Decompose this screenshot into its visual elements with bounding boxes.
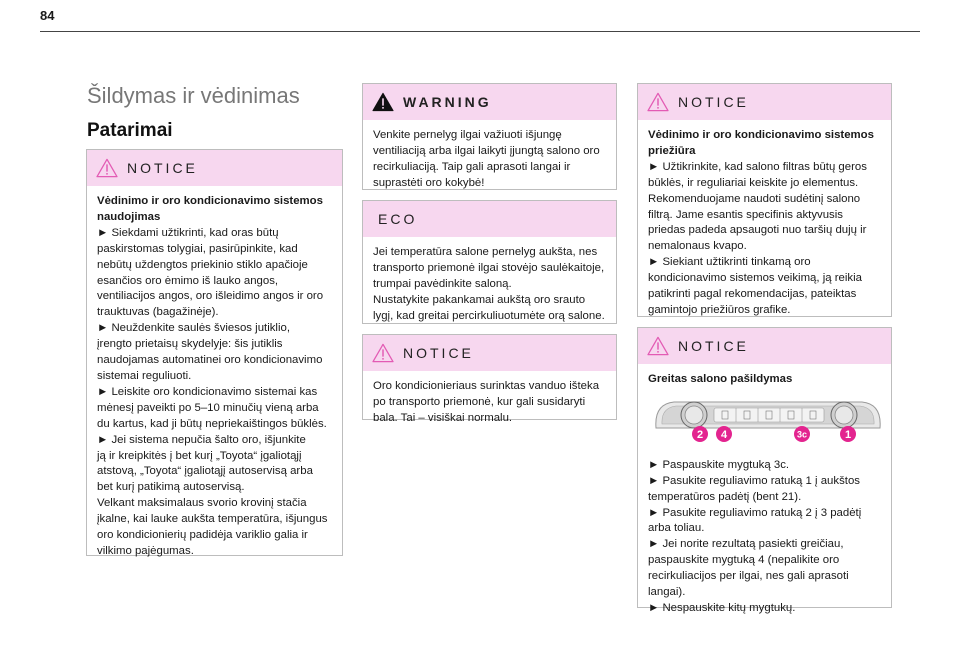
callout-label: 2 bbox=[696, 428, 704, 441]
section-title: Patarimai bbox=[87, 120, 173, 141]
notice-label: NOTICE bbox=[678, 94, 749, 110]
line: ► Siekiant užtikrinti tinkamą oro bbox=[648, 256, 811, 269]
line: Jei temperatūra salone pernelyg aukšta, nes bbox=[373, 246, 598, 258]
notice-heading: Vėdinimo ir oro kondicionavimo sistemos naudojimas bbox=[97, 195, 323, 223]
warning-label: WARNING bbox=[403, 94, 492, 110]
line: Oro kondicionieriaus surinktas vanduo išteka bbox=[373, 380, 600, 392]
line: ją ir kreipkitės į bet kurį „Toyota“ įgaliotąjį bbox=[97, 449, 302, 462]
line: priedas padeda apsaugoti nuo taršių dujų ir bbox=[648, 224, 867, 237]
eco-box bbox=[362, 200, 617, 324]
line: mėnesį paveikti po 5–10 minučių vieną arba bbox=[97, 401, 319, 414]
line: recirkuliacijos per ilgai, nes gali aprasoti bbox=[648, 570, 849, 583]
line: langai). bbox=[648, 586, 686, 599]
line: gamintojo priežiūros grafike. bbox=[648, 303, 791, 316]
callout-label: 4 bbox=[720, 428, 728, 441]
line: ► Siekdami užtikrinti, kad oras būtų bbox=[97, 226, 279, 239]
line: vilkimo pajėgumas. bbox=[97, 544, 194, 557]
warning-triangle-icon bbox=[372, 343, 394, 363]
line: nebūtų uždengtos priekinio stiklo apačioje bbox=[97, 258, 308, 271]
line: trauktuvas (bagažinėje). bbox=[97, 306, 219, 319]
callout-badge-4 bbox=[716, 426, 732, 442]
line: ► Pasukite reguliavimo ratuką 1 į aukštos bbox=[648, 474, 860, 487]
line: ventiliaciją arba ilgai laikyti įjungtą salono oro bbox=[373, 144, 600, 157]
line: patikrinti pagal rekomendacijas, pateiktas bbox=[648, 288, 857, 301]
line: transporto priemonė ilgai stovėjo saulėkaitoje, bbox=[373, 261, 605, 274]
warning-body bbox=[363, 120, 616, 200]
line: nemalonaus kvapo. bbox=[648, 240, 747, 253]
line: Velkant maksimalaus svorio krovinį stačia bbox=[97, 497, 307, 510]
line: du kartus, kad ji būtų nepriekaištingos būklės. bbox=[97, 417, 327, 430]
callout-badge-3c bbox=[794, 426, 810, 442]
notice-heading: Greitas salono pašildymas bbox=[648, 373, 793, 385]
notice-label: NOTICE bbox=[678, 338, 749, 354]
line: paskirstomas tolygiai, pasirūpinkite, kad bbox=[97, 242, 298, 255]
eco-header bbox=[363, 201, 616, 237]
climate-panel-drawing bbox=[652, 394, 884, 444]
line: naudojamas automatinei oro kondicionavimo bbox=[97, 354, 323, 367]
line: atstovą, „Toyota“ įgaliotąjį autoservisą arba bbox=[97, 465, 313, 478]
warning-triangle-icon bbox=[96, 158, 118, 178]
warning-triangle-icon bbox=[647, 336, 669, 356]
notice-body bbox=[638, 364, 891, 625]
warning-triangle-icon bbox=[372, 92, 394, 112]
line: Venkite pernelyg ilgai važiuoti išjungę bbox=[373, 129, 562, 141]
line: trumpai pavėdinkite saloną. bbox=[373, 277, 512, 290]
line: ► Užtikrinkite, kad salono filtras būtų geros bbox=[648, 160, 867, 173]
line: būklės, ir reguliariai keiskite jo elementus. bbox=[648, 176, 859, 189]
warning-header bbox=[363, 84, 616, 120]
eco-body bbox=[363, 237, 616, 333]
line: Rekomenduojame naudoti sudėtinį salono bbox=[648, 192, 861, 205]
notice-heading: Vėdinimo ir oro kondicionavimo sistemos priežiūra bbox=[648, 129, 874, 157]
line: lygį, kad greitai percirkuliuotumėte orą salone. bbox=[373, 309, 605, 322]
notice-header bbox=[638, 328, 891, 364]
line: ► Jei sistema nepučia šalto oro, išjunkite bbox=[97, 433, 306, 446]
line: temperatūros padėtį (bent 21). bbox=[648, 490, 802, 503]
notice-header bbox=[638, 84, 891, 120]
notice-box-ventilation-use bbox=[86, 149, 343, 556]
line: ► Neuždenkite saulės šviesos jutiklio, bbox=[97, 322, 290, 335]
top-rule bbox=[40, 31, 920, 32]
line: kondicionavimo sistemos veikimą, ją reikia bbox=[648, 272, 862, 285]
line: ► Paspauskite mygtuką 3c. bbox=[648, 458, 790, 471]
warning-box bbox=[362, 83, 617, 190]
callout-badge-1 bbox=[840, 426, 856, 442]
notice-box-condensation bbox=[362, 334, 617, 424]
line: paspauskite mygtuką 4 (nepalikite oro bbox=[648, 554, 840, 567]
eco-label: ECO bbox=[378, 211, 418, 227]
line: recirkuliaciją. Taip gali aprasoti langai ir bbox=[373, 160, 571, 173]
line: ► Pasukite reguliavimo ratuką 2 į 3 padėtį bbox=[648, 506, 862, 519]
page-title: Šildymas ir vėdinimas bbox=[87, 83, 300, 108]
warning-triangle-icon bbox=[647, 92, 669, 112]
line: įrengto prietaisų skydelyje: šis jutiklis bbox=[97, 338, 283, 351]
notice-body bbox=[638, 120, 891, 327]
notice-label: NOTICE bbox=[403, 345, 474, 361]
line: ventiliacijos angos, oro išleidimo angos ir oro bbox=[97, 290, 324, 303]
line: ► Nespauskite kitų mygtukų. bbox=[648, 601, 796, 614]
line: oro kondicionierių padidėja variklio galia ir bbox=[97, 529, 308, 542]
notice-box-quick-heating bbox=[637, 327, 892, 614]
notice-label: NOTICE bbox=[127, 160, 198, 176]
callout-label: 1 bbox=[844, 428, 852, 441]
line: ► Leiskite oro kondicionavimo sistemai kas bbox=[97, 385, 318, 398]
line: ► Jei norite rezultatą pasiekti greičiau, bbox=[648, 538, 844, 551]
line: Nustatykite pakankamai aukštą oro srauto bbox=[373, 293, 586, 306]
notice-body bbox=[87, 186, 342, 568]
line: bet kurį patikimą autoservisą. bbox=[97, 481, 245, 494]
callout-label: 3c bbox=[796, 429, 808, 440]
notice-body bbox=[363, 371, 616, 435]
page-number: 84 bbox=[40, 8, 55, 23]
line: filtrą. Jame esantis specifinis aktyvusis bbox=[648, 208, 843, 221]
climate-control-panel-illustration bbox=[652, 394, 882, 450]
line: suprastėti oro kokybė! bbox=[373, 176, 485, 189]
callout-badge-2 bbox=[692, 426, 708, 442]
line: arba toliau. bbox=[648, 522, 705, 535]
line: po transporto priemonė, kur gali susidaryti bbox=[373, 395, 586, 408]
notice-header bbox=[87, 150, 342, 186]
notice-header bbox=[363, 335, 616, 371]
notice-box-maintenance bbox=[637, 83, 892, 317]
line: įkalne, kai lauke aukšta temperatūra, išjungus bbox=[97, 513, 328, 526]
line: bala. Tai – visiškai normalu. bbox=[373, 411, 513, 424]
line: esančios oro ėmimo iš lauko angos, bbox=[97, 274, 279, 287]
line: sistemai reguliuoti. bbox=[97, 369, 192, 382]
